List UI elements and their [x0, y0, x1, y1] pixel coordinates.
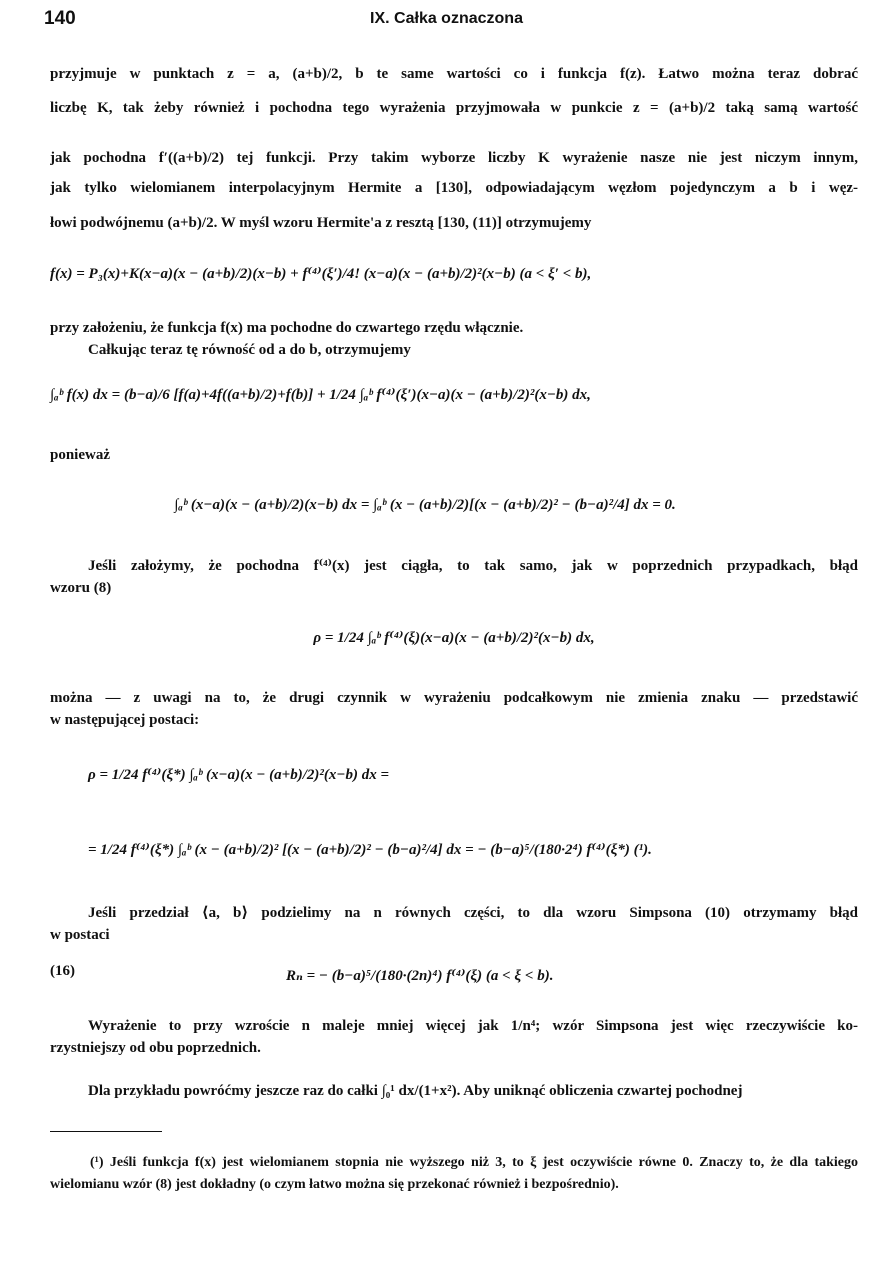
text-line: wzoru (8)	[50, 580, 112, 596]
text-line: Jeśli założymy, że pochodna f⁽⁴⁾(x) jest ciągła, to tak samo, jak w poprzednich przypadkach, błąd	[88, 558, 858, 574]
equation-hermite: f(x) = P₃(x)+K(x−a)(x − (a+b)/2)(x−b) + f⁽⁴⁾(ξ′)/4! (x−a)(x − (a+b)/2)²(x−b) (a < ξ′ < b),	[50, 266, 592, 282]
equation-number: (16)	[50, 963, 75, 979]
running-header	[44, 8, 849, 32]
text-line: Jeśli przedział ⟨a, b⟩ podzielimy na n równych części, to dla wzoru Simpsona (10) otrzymamy błąd	[88, 905, 858, 921]
text-line: jak pochodna f′((a+b)/2) tej funkcji. Przy takim wyborze liczby K wyrażenie nasze nie jest niczym innym,	[50, 150, 858, 166]
footnote-rule	[50, 1131, 162, 1132]
text-line: Wyrażenie to przy wzroście n maleje mniej więcej jak 1/n⁴; wzór Simpsona jest więc rzeczywiście ko-	[88, 1018, 858, 1034]
equation-zero-integral: ∫ₐᵇ (x−a)(x − (a+b)/2)(x−b) dx = ∫ₐᵇ (x − (a+b)/2)[(x − (a+b)/2)² − (b−a)²/4] dx = 0.	[174, 497, 676, 513]
equation-integral-hermite: ∫ₐᵇ f(x) dx = (b−a)/6 [f(a)+4f((a+b)/2)+f(b)] + 1/24 ∫ₐᵇ f⁽⁴⁾(ξ′)(x−a)(x − (a+b)/2)²(x−b) dx,	[50, 387, 591, 403]
equation-rho: ρ = 1/24 ∫ₐᵇ f⁽⁴⁾(ξ)(x−a)(x − (a+b)/2)²(x−b) dx,	[313, 630, 595, 646]
chapter-title: IX. Całka oznaczona	[370, 10, 523, 27]
text-line: Całkując teraz tę równość od a do b, otrzymujemy	[88, 342, 411, 358]
text-line: ponieważ	[50, 447, 110, 463]
text-line: rzystniejszy od obu poprzednich.	[50, 1040, 261, 1056]
text-line: w postaci	[50, 927, 110, 943]
footnote	[50, 1152, 858, 1196]
text-line: w następującej postaci:	[50, 712, 200, 728]
footnote-text: (¹) Jeśli funkcja f(x) jest wielomianem stopnia nie wyższego niż 3, to ξ jest oczywiście równe 0. Znaczy to, że dla takiego wielomianu wzór (8) jest dokładny (o czym łatwo można się przekonać również i bezpośrednio).	[50, 1155, 858, 1192]
text-line: przy założeniu, że funkcja f(x) ma pochodne do czwartego rzędu włącznie.	[50, 320, 524, 336]
page-number: 140	[44, 8, 76, 29]
text-line: przyjmuje w punktach z = a, (a+b)/2, b te same wartości co i funkcja f(z). Łatwo można teraz dobrać	[50, 66, 858, 82]
text-line: Dla przykładu powróćmy jeszcze raz do całki ∫₀¹ dx/(1+x²). Aby uniknąć obliczenia czwartej pochodnej	[88, 1083, 743, 1099]
equation-rho-result: = 1/24 f⁽⁴⁾(ξ*) ∫ₐᵇ (x − (a+b)/2)² [(x − (a+b)/2)² − (b−a)²/4] dx = − (b−a)⁵/(180·2⁴) f⁽⁴⁾(ξ*) (¹).	[88, 842, 652, 858]
text-line: jak tylko wielomianem interpolacyjnym Hermite a [130], odpowiadającym węzłom pojedynczym a b i węz-	[50, 180, 858, 196]
text-line: liczbę K, tak żeby również i pochodna tego wyrażenia przyjmowała w punkcie z = (a+b)/2 taką samą wartość	[50, 100, 858, 116]
equation-rho-mean-value: ρ = 1/24 f⁽⁴⁾(ξ*) ∫ₐᵇ (x−a)(x − (a+b)/2)²(x−b) dx =	[88, 767, 389, 783]
text-line: można — z uwagi na to, że drugi czynnik w wyrażeniu podcałkowym nie zmienia znaku — przedstawić	[50, 690, 858, 706]
equation-simpson-error: Rₙ = − (b−a)⁵/(180·(2n)⁴) f⁽⁴⁾(ξ) (a < ξ < b).	[286, 968, 554, 984]
text-line: łowi podwójnemu (a+b)/2. W myśl wzoru Hermite'a z resztą [130, (11)] otrzymujemy	[50, 215, 592, 231]
